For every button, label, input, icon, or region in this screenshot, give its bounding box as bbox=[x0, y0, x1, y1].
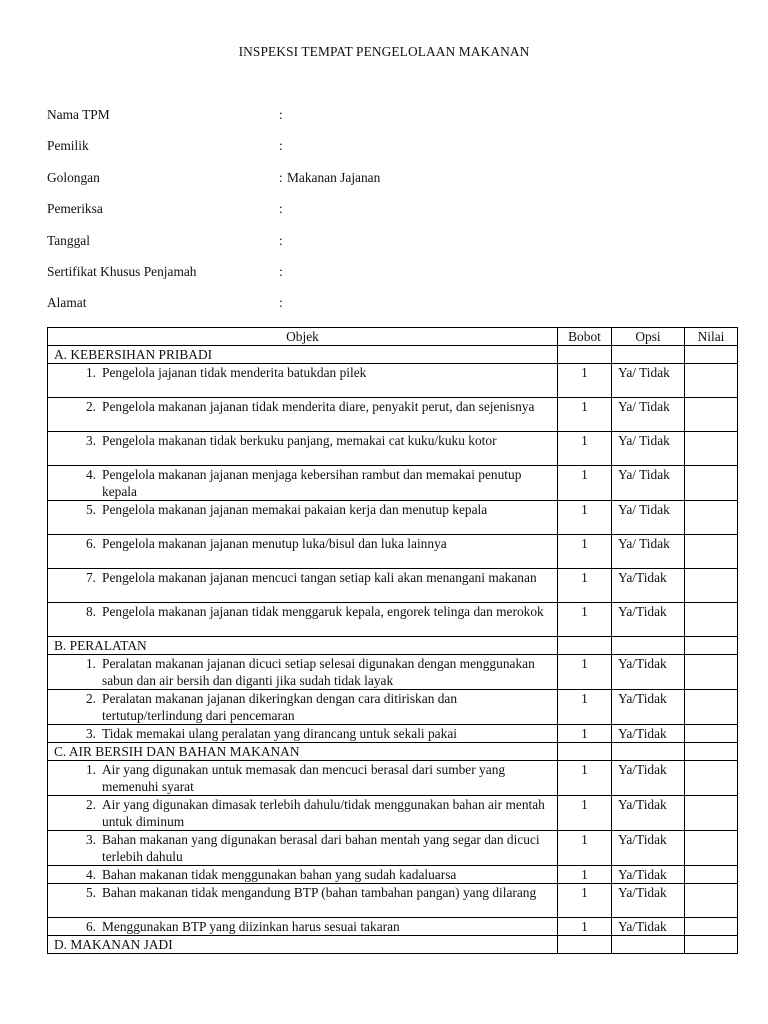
item-objek bbox=[48, 918, 558, 936]
item-number: 5. bbox=[85, 885, 96, 900]
item-number: 6. bbox=[85, 919, 96, 934]
item-number: 3. bbox=[85, 832, 96, 847]
item-bobot: 1 bbox=[558, 432, 612, 466]
info-colon: : bbox=[279, 169, 283, 185]
item-text: Air yang digunakan untuk memasak dan mencuci berasal dari sumber yang memenuhi syarat bbox=[102, 762, 506, 794]
item-objek bbox=[48, 655, 558, 690]
section-title: C. AIR BERSIH DAN BAHAN MAKANAN bbox=[48, 743, 558, 761]
info-label: Pemeriksa bbox=[47, 201, 103, 217]
item-number: 8. bbox=[85, 604, 96, 619]
item-bobot: 1 bbox=[558, 866, 612, 884]
item-bobot: 1 bbox=[558, 655, 612, 690]
table-row bbox=[48, 725, 738, 743]
info-colon: : bbox=[279, 138, 283, 154]
item-objek bbox=[48, 501, 558, 535]
info-colon: : bbox=[279, 295, 283, 311]
table-row bbox=[48, 690, 738, 725]
item-bobot: 1 bbox=[558, 831, 612, 866]
item-nilai[interactable] bbox=[685, 398, 738, 432]
item-objek bbox=[48, 603, 558, 637]
item-nilai[interactable] bbox=[685, 364, 738, 398]
item-opsi[interactable]: Ya/Tidak bbox=[612, 655, 685, 690]
info-label: Alamat bbox=[47, 295, 87, 311]
item-nilai[interactable] bbox=[685, 655, 738, 690]
table-row bbox=[48, 655, 738, 690]
item-nilai[interactable] bbox=[685, 569, 738, 603]
info-label: Tanggal bbox=[47, 232, 90, 248]
item-opsi[interactable]: Ya/Tidak bbox=[612, 866, 685, 884]
item-text: Pengelola makanan jajanan menutup luka/bisul dan luka lainnya bbox=[102, 536, 447, 551]
table-row bbox=[48, 501, 738, 535]
document-title: INSPEKSI TEMPAT PENGELOLAAN MAKANAN bbox=[238, 44, 530, 59]
item-objek bbox=[48, 796, 558, 831]
item-objek bbox=[48, 364, 558, 398]
header-bobot: Bobot bbox=[558, 328, 612, 346]
item-objek bbox=[48, 569, 558, 603]
item-text: Menggunakan BTP yang diizinkan harus sesuai takaran bbox=[102, 919, 400, 934]
item-objek bbox=[48, 725, 558, 743]
table-row bbox=[48, 918, 738, 936]
item-nilai[interactable] bbox=[685, 501, 738, 535]
item-nilai[interactable] bbox=[685, 918, 738, 936]
info-section bbox=[47, 106, 647, 326]
table-row bbox=[48, 466, 738, 501]
table-row bbox=[48, 535, 738, 569]
table-row bbox=[48, 569, 738, 603]
item-text: Air yang digunakan dimasak terlebih dahulu/tidak menggunakan bahan air mentah untuk diminum bbox=[102, 797, 545, 829]
table-header-row bbox=[48, 328, 738, 346]
item-objek bbox=[48, 398, 558, 432]
item-bobot: 1 bbox=[558, 466, 612, 501]
item-text: Bahan makanan tidak mengandung BTP (bahan tambahan pangan) yang dilarang bbox=[102, 885, 537, 900]
item-text: Pengelola makanan jajanan menjaga kebersihan rambut dan memakai penutup kepala bbox=[102, 467, 522, 499]
inspection-table bbox=[47, 327, 738, 954]
item-bobot: 1 bbox=[558, 690, 612, 725]
table-row bbox=[48, 432, 738, 466]
item-opsi[interactable]: Ya/Tidak bbox=[612, 761, 685, 796]
item-objek bbox=[48, 432, 558, 466]
item-text: Pengelola makanan jajanan mencuci tangan setiap kali akan menangani makanan bbox=[102, 570, 537, 585]
item-number: 1. bbox=[85, 762, 96, 777]
table-row bbox=[48, 831, 738, 866]
info-label: Sertifikat Khusus Penjamah bbox=[47, 263, 197, 279]
info-label: Nama TPM bbox=[47, 107, 110, 122]
info-colon: : bbox=[279, 201, 283, 217]
table-row bbox=[48, 866, 738, 884]
item-number: 2. bbox=[85, 399, 96, 414]
info-row-pemilik bbox=[47, 137, 647, 168]
item-text: Pengelola makanan jajanan tidak menderita diare, penyakit perut, dan sejenisnya bbox=[102, 399, 535, 414]
item-objek bbox=[48, 831, 558, 866]
item-opsi[interactable]: Ya/Tidak bbox=[612, 918, 685, 936]
header-nilai: Nilai bbox=[685, 328, 738, 346]
item-opsi[interactable]: Ya/Tidak bbox=[612, 690, 685, 725]
item-opsi[interactable]: Ya/ Tidak bbox=[612, 432, 685, 466]
table-row bbox=[48, 398, 738, 432]
table-row bbox=[48, 796, 738, 831]
header-objek: Objek bbox=[48, 328, 558, 346]
item-opsi[interactable]: Ya/ Tidak bbox=[612, 535, 685, 569]
item-number: 1. bbox=[85, 365, 96, 380]
item-number: 6. bbox=[85, 536, 96, 551]
item-number: 7. bbox=[85, 570, 96, 585]
item-text: Bahan makanan tidak menggunakan bahan yang sudah kadaluarsa bbox=[102, 867, 457, 882]
item-bobot: 1 bbox=[558, 796, 612, 831]
item-number: 4. bbox=[85, 467, 96, 482]
item-text: Pengelola jajanan tidak menderita batukdan pilek bbox=[102, 365, 367, 380]
item-text: Bahan makanan yang digunakan berasal dari bahan mentah yang segar dan dicuci terlebih dahulu bbox=[102, 832, 540, 864]
section-title: B. PERALATAN bbox=[48, 637, 558, 655]
table-row bbox=[48, 884, 738, 918]
item-opsi[interactable]: Ya/ Tidak bbox=[612, 398, 685, 432]
header-opsi: Opsi bbox=[612, 328, 685, 346]
item-nilai[interactable] bbox=[685, 725, 738, 743]
info-row-nama-tpm bbox=[47, 106, 647, 137]
item-objek bbox=[48, 866, 558, 884]
info-row-golongan bbox=[47, 169, 647, 200]
item-objek bbox=[48, 466, 558, 501]
section-row-b bbox=[48, 637, 738, 655]
info-colon: : bbox=[279, 263, 283, 279]
item-text: Pengelola makanan jajanan tidak menggaruk kepala, engorek telinga dan merokok bbox=[102, 604, 544, 619]
item-bobot: 1 bbox=[558, 884, 612, 918]
item-nilai[interactable] bbox=[685, 796, 738, 831]
item-objek bbox=[48, 761, 558, 796]
item-opsi[interactable]: Ya/Tidak bbox=[612, 884, 685, 918]
item-nilai[interactable] bbox=[685, 535, 738, 569]
section-row-d bbox=[48, 936, 738, 954]
info-label: Pemilik bbox=[47, 138, 89, 154]
section-title: A. KEBERSIHAN PRIBADI bbox=[48, 346, 558, 364]
item-opsi[interactable]: Ya/Tidak bbox=[612, 831, 685, 866]
item-text: Tidak memakai ulang peralatan yang dirancang untuk sekali pakai bbox=[102, 726, 457, 741]
item-bobot: 1 bbox=[558, 725, 612, 743]
item-opsi[interactable]: Ya/ Tidak bbox=[612, 466, 685, 501]
table-row bbox=[48, 364, 738, 398]
table-row bbox=[48, 603, 738, 637]
item-objek bbox=[48, 535, 558, 569]
table-row bbox=[48, 761, 738, 796]
item-bobot: 1 bbox=[558, 603, 612, 637]
item-opsi[interactable]: Ya/Tidak bbox=[612, 603, 685, 637]
item-opsi[interactable]: Ya/ Tidak bbox=[612, 364, 685, 398]
item-text: Peralatan makanan jajanan dicuci setiap selesai digunakan dengan menggunakan sabun dan air bersih dan diganti jika sudah tidak layak bbox=[102, 656, 535, 688]
item-number: 2. bbox=[85, 797, 96, 812]
info-row-pemeriksa bbox=[47, 200, 647, 231]
item-nilai[interactable] bbox=[685, 866, 738, 884]
info-row-sertifikat bbox=[47, 263, 647, 294]
info-label: Golongan bbox=[47, 169, 100, 185]
item-nilai[interactable] bbox=[685, 831, 738, 866]
info-row-alamat bbox=[47, 294, 647, 325]
item-opsi[interactable]: Ya/Tidak bbox=[612, 569, 685, 603]
item-number: 4. bbox=[85, 867, 96, 882]
item-bobot: 1 bbox=[558, 761, 612, 796]
item-text: Peralatan makanan jajanan dikeringkan dengan cara ditiriskan dan tertutup/terlindung dari pencemaran bbox=[102, 691, 458, 723]
item-bobot: 1 bbox=[558, 918, 612, 936]
item-number: 2. bbox=[85, 691, 96, 706]
item-opsi[interactable]: Ya/ Tidak bbox=[612, 501, 685, 535]
item-number: 3. bbox=[85, 433, 96, 448]
item-bobot: 1 bbox=[558, 398, 612, 432]
item-number: 5. bbox=[85, 502, 96, 517]
item-nilai[interactable] bbox=[685, 690, 738, 725]
item-objek bbox=[48, 884, 558, 918]
item-opsi[interactable]: Ya/Tidak bbox=[612, 725, 685, 743]
item-text: Pengelola makanan tidak berkuku panjang, memakai cat kuku/kuku kotor bbox=[102, 433, 497, 448]
item-bobot: 1 bbox=[558, 535, 612, 569]
section-row-a bbox=[48, 346, 738, 364]
section-row-c bbox=[48, 743, 738, 761]
item-number: 1. bbox=[85, 656, 96, 671]
item-opsi[interactable]: Ya/Tidak bbox=[612, 796, 685, 831]
info-value[interactable]: Makanan Jajanan bbox=[287, 169, 381, 185]
item-bobot: 1 bbox=[558, 569, 612, 603]
info-colon: : bbox=[279, 232, 283, 248]
info-row-tanggal bbox=[47, 232, 647, 263]
item-nilai[interactable] bbox=[685, 466, 738, 501]
item-nilai[interactable] bbox=[685, 884, 738, 918]
item-bobot: 1 bbox=[558, 364, 612, 398]
item-objek bbox=[48, 690, 558, 725]
item-nilai[interactable] bbox=[685, 603, 738, 637]
item-number: 3. bbox=[85, 726, 96, 741]
item-text: Pengelola makanan jajanan memakai pakaian kerja dan menutup kepala bbox=[102, 502, 488, 517]
item-bobot: 1 bbox=[558, 501, 612, 535]
info-colon: : bbox=[279, 107, 283, 122]
item-nilai[interactable] bbox=[685, 761, 738, 796]
section-title: D. MAKANAN JADI bbox=[48, 936, 558, 954]
item-nilai[interactable] bbox=[685, 432, 738, 466]
